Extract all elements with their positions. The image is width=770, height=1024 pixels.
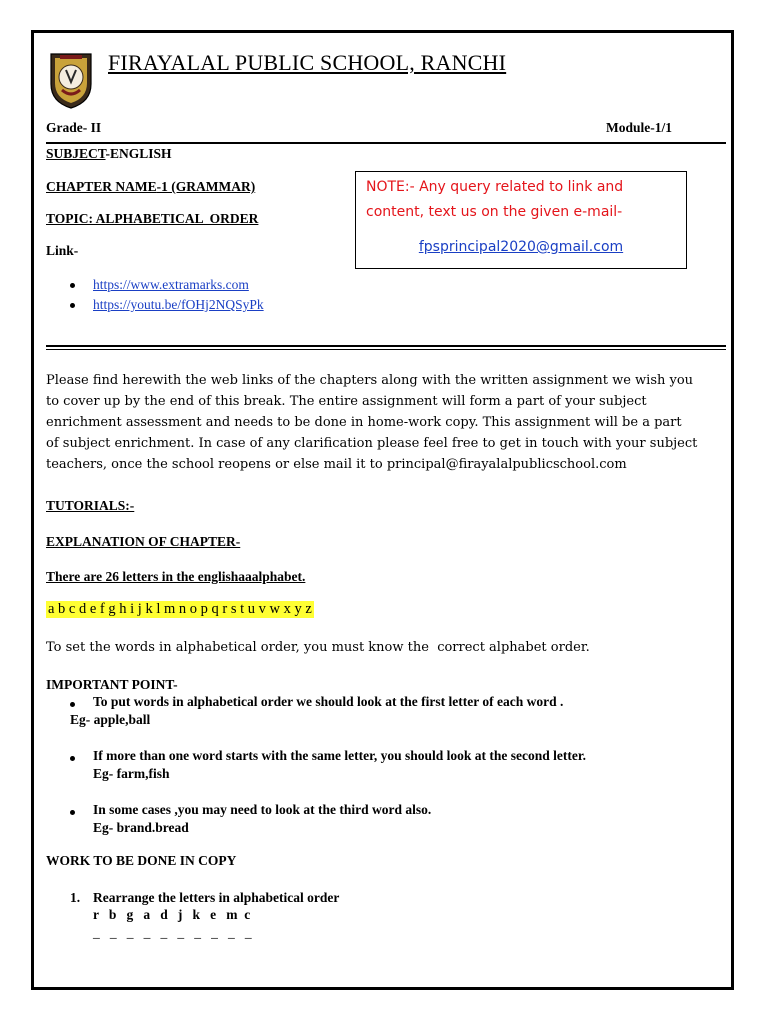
extramarks-link[interactable]: https://www.extramarks.com xyxy=(93,277,249,292)
important-example-1: Eg- apple,ball xyxy=(70,712,151,727)
important-point-1: To put words in alphabetical order we should look at the first letter of each word . xyxy=(93,694,564,709)
alphabet-highlight: a b c d e f g h i j k l m n o p q r s t u v w x y z xyxy=(48,601,312,617)
note-line-1: NOTE:- Any query related to link and xyxy=(366,179,624,195)
note-email-link[interactable]: fpsprincipal2020@gmail.com xyxy=(418,239,624,255)
intro-line: to cover up by the end of this break. The entire assignment will form a part of your subject xyxy=(46,394,647,409)
question-1-blanks: _ _ _ _ _ _ _ _ _ _ xyxy=(93,925,252,940)
section-divider-thin xyxy=(46,349,726,350)
bullet-dot xyxy=(70,756,75,761)
header-divider xyxy=(46,142,726,144)
important-point-3: In some cases ,you may need to look at the third word also. xyxy=(93,802,432,817)
bullet-dot xyxy=(70,702,75,707)
topic-line: TOPIC: ALPHABETICAL ORDER xyxy=(46,211,259,226)
question-1-text: Rearrange the letters in alphabetical order xyxy=(93,890,340,905)
chapter-value: -1 (GRAMMAR) xyxy=(156,179,256,194)
link-label: Link- xyxy=(46,243,79,258)
school-crest-logo xyxy=(46,50,96,110)
important-example-2: Eg- farm,fish xyxy=(93,766,170,781)
chapter-line xyxy=(46,179,255,195)
subject-value: -ENGLISH xyxy=(105,146,172,161)
letters-statement: There are 26 letters in the englishaaalphabet. xyxy=(46,569,306,584)
note-line-2: content, text us on the given e-mail- xyxy=(366,204,623,220)
explanation-heading: EXPLANATION OF CHAPTER- xyxy=(46,534,241,549)
question-1-number: 1. xyxy=(70,890,81,905)
important-example-3: Eg- brand.bread xyxy=(93,820,189,835)
subject-label: SUBJECT xyxy=(46,146,106,161)
work-heading: WORK TO BE DONE IN COPY xyxy=(46,853,237,868)
intro-paragraph xyxy=(46,370,726,475)
important-point-2: If more than one word starts with the same letter, you should look at the second letter. xyxy=(93,748,586,763)
note-box xyxy=(355,171,687,269)
subject-line xyxy=(46,146,172,162)
list-item xyxy=(68,275,264,295)
tutorials-heading: TUTORIALS:- xyxy=(46,498,135,513)
intro-line: enrichment assessment and needs to be done in home-work copy. This assignment will be a part xyxy=(46,415,682,430)
grade-label: Grade- II xyxy=(46,120,102,135)
links-list xyxy=(68,275,264,315)
intro-line: teachers, once the school reopens or else mail it to principal@firayalalpublicschool.com xyxy=(46,457,627,472)
list-item xyxy=(68,295,264,315)
module-label: Module-1/1 xyxy=(606,120,672,135)
question-1-letters: r b g a d j k e m c xyxy=(93,907,251,922)
intro-line: Please find herewith the web links of the chapters along with the written assignment we wish you xyxy=(46,373,694,388)
bullet-dot xyxy=(70,810,75,815)
youtube-link[interactable]: https://youtu.be/fOHj2NQSyPk xyxy=(93,297,264,312)
order-statement: To set the words in alphabetical order, you must know the correct alphabet order. xyxy=(46,640,590,655)
section-divider xyxy=(46,345,726,347)
chapter-label: CHAPTER NAME xyxy=(46,179,157,194)
important-heading: IMPORTANT POINT- xyxy=(46,677,178,692)
school-name: FIRAYALAL PUBLIC SCHOOL, RANCHI xyxy=(108,50,507,75)
intro-line: of subject enrichment. In case of any clarification please feel free to get in touch with your subject xyxy=(46,436,698,451)
